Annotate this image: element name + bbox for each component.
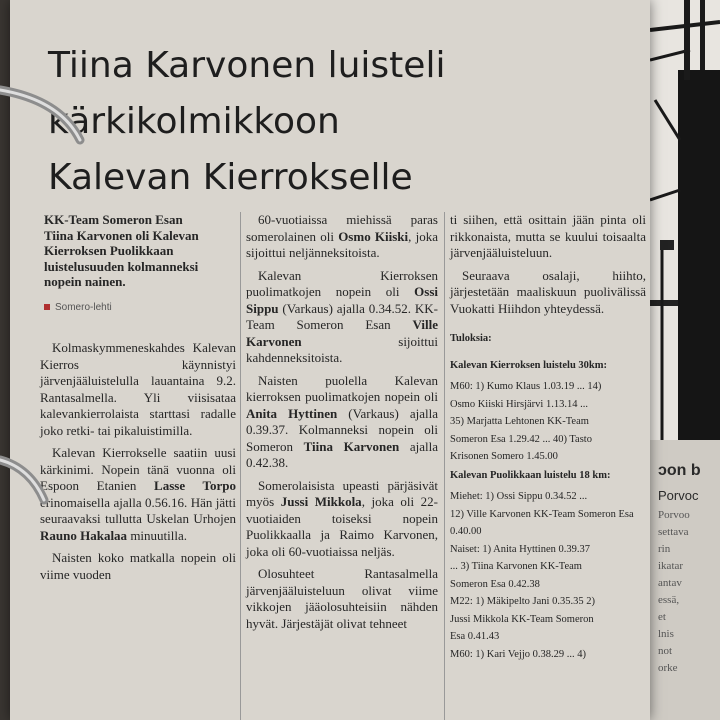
article-column-1 [40,212,236,589]
paragraph: Olosuhteet Rantasalmella järvenjääluisteluun olivat viime vikkojen jääolosuhteisiin nähden hyvät. Järjestäjät olivat tehneet [246,566,438,631]
adjacent-article-text [658,462,720,677]
results-line: Naiset: 1) Anita Hyttinen 0.39.37 [450,543,590,555]
results-line: M22: 1) Mäkipelto Jani 0.35.35 2) [450,596,595,607]
text-run: (Varkaus) ajalla 0.39.37. Kolmanneksi nopein oli Someron [246,405,438,454]
paragraph: Kolmaskymmeneskahdes Kalevan Kierros käynnistyi järvenjääluistelulla lauantaina 9.2. Rantasalmella. Yli viisisataa kalevankierrolaista starttasi radalle joko retki- tai pikaluistimilla. [40,340,236,438]
text-run: Naisten puolella Kalevan kierroksen puolimatkojen nopein oli [246,372,438,404]
results-line: ... 3) Tiina Karvonen KK-Team [450,561,582,572]
column-divider [240,212,241,720]
results-section-title: Kalevan Puolikkaan luistelu 18 km: [450,469,611,481]
article-lead: KK-Team Someron Esan Tiina Karvonen oli Kalevan Kierroksen Puolikkaan luistelusuuden kolmanneksi nopein nainen. [44,212,199,289]
paragraph: Seuraava osalaji, hiihto, järjestetään maaliskuun puolivälissä Vuokatti Hiihdon yhteydessä. [450,267,646,316]
person-name: Lasse Torpo [154,478,236,493]
text-run: Kalevan Kierroksen puolimatkojen nopein oli [246,267,438,299]
paragraph [246,478,438,561]
person-name: Rauno Hakalaa [40,527,128,543]
paragraph: ti siihen, että osittain jään pinta oli rikkonaista, mutta se kuului toisaalta järvenjääluisteluun. [450,212,646,260]
article-headline [48,38,608,206]
results-line: 12) Ville Karvonen KK-Team Someron Esa 0.40.00 [450,508,634,537]
results-line: Someron Esa 1.29.42 ... 40) Tasto [450,433,592,445]
results-line: 35) Marjatta Lehtonen KK-Team [450,416,589,427]
adjacent-line: not [658,645,673,657]
adjacent-line: ikatar [658,560,684,572]
red-square-icon [44,304,50,310]
text-run: Kalevan Kierrokselle saatiin uusi kärkinimi. Nopein tänä vuonna oli Espoon Etanien [40,445,236,493]
results-line: Miehet: 1) Ossi Sippu 0.34.52 ... [450,491,588,502]
adjacent-photo [650,0,720,440]
article-column-3 [450,212,646,663]
results-line: M60: 1) Kumo Klaus 1.03.19 ... 14) [450,381,602,392]
source-credit [44,300,236,317]
person-name: Ville Karvonen [246,317,438,349]
article-column-2 [246,212,438,638]
text-run: minuutilla. [127,527,188,543]
text-run: erinomaisella ajalla 0.56.16. Hän jätti seuraavaksi tullutta Uskelan Urhojen [40,494,236,526]
results-line: M60: 1) Kari Vejjo 0.38.29 ... 4) [450,648,587,660]
results-line: Krisonen Somero 1.45.00 [450,451,558,462]
person-name: Tiina Karvonen [303,438,400,454]
paragraph: Naisten koko matkalla nopein oli viime vuoden [40,550,236,582]
results-heading: Tuloksia: [450,333,492,344]
results-line: Someron Esa 0.42.38 [450,578,540,590]
adjacent-line: lnis [658,628,674,640]
adjacent-headline: ɔon b [658,462,701,479]
paragraph [246,212,438,262]
text-run: , joka sijoittui neljänneksitoista. [246,228,438,260]
person-name: Ossi Sippu [246,284,438,316]
text-run: (Varkaus) ajalla 0.34.52. KK-Team Someron Esan [246,300,438,332]
person-name: Jussi Mikkola [280,494,362,509]
adjacent-subheading: Porvoc [658,488,699,503]
column-divider [444,212,445,720]
adjacent-page [650,0,720,720]
text-run: ajalla 0.42.38. [246,438,438,470]
industrial-structure-photo [650,0,720,440]
paragraph [40,445,236,544]
newspaper-clipping [10,0,650,720]
adjacent-line: antav [658,577,682,589]
person-name: Anita Hyttinen [246,405,338,421]
text-run: 60-vuotiaissa miehissä paras somerolainen oli [246,212,438,244]
headline-line-3: Kalevan Kierrokselle [48,157,413,198]
results-line: Osmo Kiiski Hirsjärvi 1.13.14 ... [450,398,588,410]
adjacent-line: Porvoo [658,509,690,521]
adjacent-line: rin [658,543,671,555]
results-line: Jussi Mikkola KK-Team Someron [450,613,594,625]
headline-line-2: kärkikolmikkoon [48,101,340,142]
adjacent-line: settava [658,526,689,538]
text-run: sijoittui kahdenneksitoista. [246,333,438,365]
text-run: , joka oli 22-vuotiaiden toiseksi nopein Puolikkaalla ja Raimo Karvonen, joka oli 60-vuotiaissa neljäs. [246,494,439,559]
credit-text: Somero-lehti [55,301,112,313]
adjacent-line: essä, [658,594,680,606]
text-run: Somerolaisista upeasti pärjäsivät myös [246,477,438,509]
results-section-title: Kalevan Kierroksen luistelu 30km: [450,359,608,371]
headline-line-1: Tiina Karvonen luisteli [48,45,446,86]
adjacent-line: et [658,611,666,623]
paragraph [246,373,438,472]
person-name: Osmo Kiiski [338,228,409,244]
paragraph [246,268,438,367]
results-line: Esa 0.41.43 [450,631,500,642]
adjacent-line: orke [658,662,678,674]
